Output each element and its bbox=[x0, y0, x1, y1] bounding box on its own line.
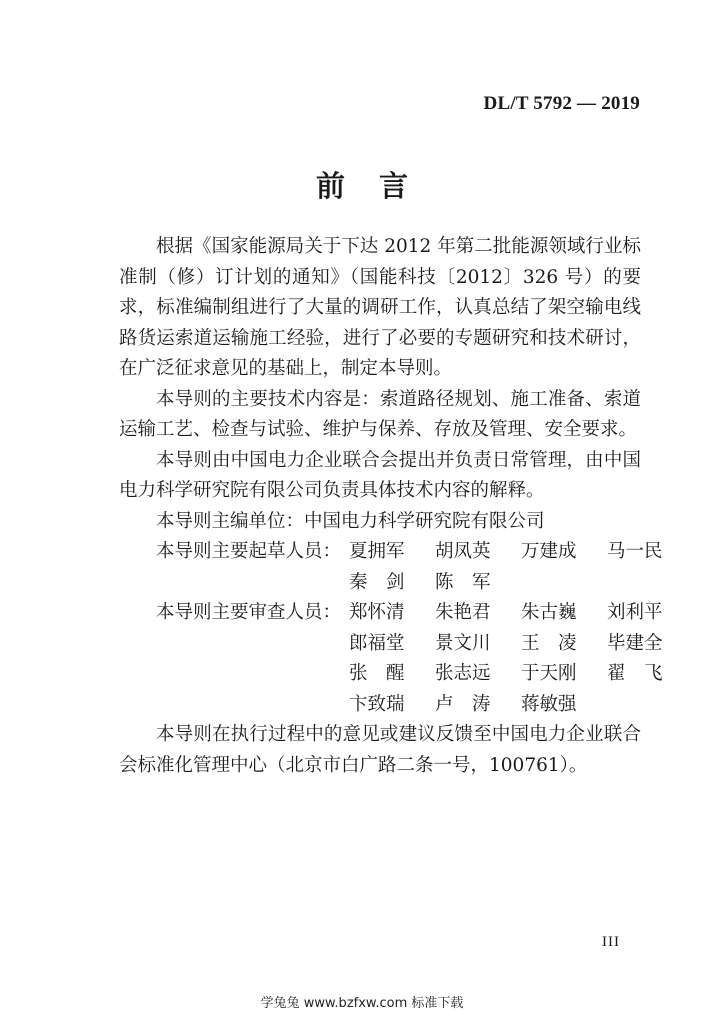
reviewer-name: 毕建全 bbox=[607, 632, 663, 654]
paragraph-basis: 根据《国家能源局关于下达 2012 年第二批能源领域行业标准制（修）订计划的通知》（国能科技〔2012〕326 号）的要求，标准编制组进行了大量的调研工作，认真总结了架空输电线路货运索道运输施工经验，进行了必要的专题研究和技术研讨，在广泛征求意见的基础上，制定本导则。 bbox=[119, 236, 641, 379]
drafter-name: 胡凤英 bbox=[435, 541, 491, 562]
reviewer-name: 刘利平 bbox=[607, 602, 663, 623]
drafters-row bbox=[119, 537, 663, 568]
drafter-name: 秦 剑 bbox=[349, 571, 405, 593]
document-body bbox=[119, 232, 663, 781]
drafter-name: 夏拥军 bbox=[349, 541, 405, 562]
chief-unit: 本导则主编单位：中国电力科学研究院有限公司 bbox=[156, 510, 545, 532]
reviewers-row bbox=[119, 690, 641, 721]
drafters-label: 本导则主要起草人员： bbox=[156, 541, 342, 562]
drafter-name: 陈 军 bbox=[435, 571, 491, 593]
reviewer-name: 王 凌 bbox=[521, 632, 577, 654]
reviewer-name: 张 醒 bbox=[349, 663, 405, 684]
reviewers-row bbox=[119, 659, 663, 690]
paragraph-contents: 本导则的主要技术内容是：索道路径规划、施工准备、索道运输工艺、检查与试验、维护与保养、存放及管理、安全要求。 bbox=[119, 388, 641, 440]
reviewer-name: 郎福堂 bbox=[349, 632, 405, 654]
paragraph-feedback: 本导则在执行过程中的意见或建议反馈至中国电力企业联合会标准化管理中心（北京市白广路二条一号，100761）。 bbox=[119, 724, 641, 776]
document-code: DL/T 5792 — 2019 bbox=[483, 93, 640, 114]
reviewer-name: 卞致瑞 bbox=[349, 693, 405, 715]
drafter-name: 万建成 bbox=[521, 541, 577, 562]
reviewer-name: 蒋敏强 bbox=[521, 693, 577, 715]
drafters-row bbox=[119, 568, 641, 599]
reviewer-name: 于天刚 bbox=[521, 663, 577, 684]
reviewer-name: 景文川 bbox=[435, 632, 491, 654]
reviewer-name: 朱古巍 bbox=[521, 602, 577, 623]
drafter-name: 马一民 bbox=[607, 541, 663, 562]
reviewers-row bbox=[119, 598, 663, 629]
page-title: 前言 bbox=[315, 169, 442, 203]
reviewer-name: 卢 涛 bbox=[435, 693, 491, 715]
reviewers-row bbox=[119, 629, 663, 660]
reviewer-name: 郑怀清 bbox=[349, 602, 405, 623]
footer-watermark: 学兔兔 www.bzfxw.com 标准下载 bbox=[260, 996, 464, 1011]
reviewer-name: 翟 飞 bbox=[607, 663, 663, 684]
reviewer-name: 张志远 bbox=[435, 663, 491, 684]
paragraph-management: 本导则由中国电力企业联合会提出并负责日常管理，由中国电力科学研究院有限公司负责具体技术内容的解释。 bbox=[119, 449, 641, 501]
reviewers-label: 本导则主要审查人员： bbox=[156, 602, 342, 623]
reviewer-name: 朱艳君 bbox=[435, 602, 491, 623]
page-number: III bbox=[602, 934, 620, 950]
